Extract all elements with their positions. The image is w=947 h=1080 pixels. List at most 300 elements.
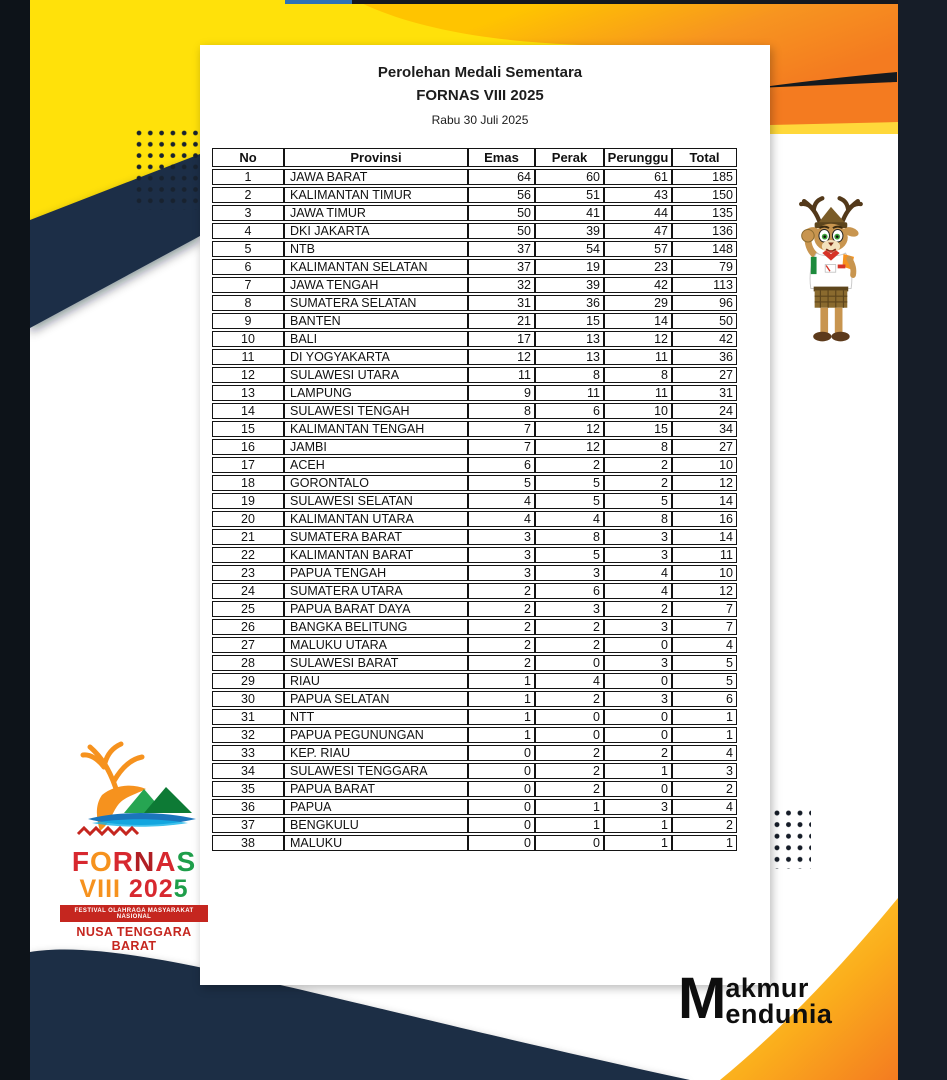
fornas-letter: R <box>112 846 134 877</box>
table-cell: 10 <box>672 565 737 581</box>
table-cell: 14 <box>212 403 284 419</box>
table-cell: 2 <box>468 655 535 671</box>
table-cell: 1 <box>604 835 672 851</box>
table-cell: 3 <box>672 763 737 779</box>
table-cell: 7 <box>672 619 737 635</box>
table-cell: 20 <box>212 511 284 527</box>
table-row <box>212 205 737 221</box>
table-cell: 57 <box>604 241 672 257</box>
table-cell: MALUKU <box>284 835 468 851</box>
table-row <box>212 403 737 419</box>
table-row <box>212 835 737 851</box>
table-cell: 0 <box>468 763 535 779</box>
table-cell: 185 <box>672 169 737 185</box>
table-cell: 3 <box>604 691 672 707</box>
table-cell: 6 <box>672 691 737 707</box>
table-cell: 0 <box>535 709 604 725</box>
table-cell: 3 <box>212 205 284 221</box>
table-cell: 11 <box>604 385 672 401</box>
table-cell: 31 <box>672 385 737 401</box>
table-cell: 33 <box>212 745 284 761</box>
table-cell: 1 <box>535 817 604 833</box>
table-cell: 27 <box>212 637 284 653</box>
table-cell: 23 <box>212 565 284 581</box>
table-cell: 3 <box>604 529 672 545</box>
table-cell: PAPUA BARAT <box>284 781 468 797</box>
fornas-region: NUSA TENGGARA BARAT <box>76 925 192 954</box>
table-row <box>212 583 737 599</box>
table-cell: 1 <box>468 691 535 707</box>
table-cell: 2 <box>468 583 535 599</box>
table-cell: 16 <box>212 439 284 455</box>
table-cell: MALUKU UTARA <box>284 637 468 653</box>
table-cell: 36 <box>212 799 284 815</box>
table-cell: 12 <box>604 331 672 347</box>
makmur-word1: akmur <box>725 973 809 1003</box>
table-cell: 4 <box>468 493 535 509</box>
top-edge-blue-bar <box>285 0 352 4</box>
table-cell: 8 <box>535 367 604 383</box>
table-cell: 19 <box>212 493 284 509</box>
table-cell: 1 <box>672 835 737 851</box>
table-cell: SUMATERA BARAT <box>284 529 468 545</box>
table-cell: 7 <box>468 421 535 437</box>
fornas-edition <box>58 876 210 902</box>
fornas-logo <box>58 733 210 953</box>
table-cell: JAWA TENGAH <box>284 277 468 293</box>
table-cell: 2 <box>468 619 535 635</box>
table-cell: 37 <box>468 259 535 275</box>
table-cell: 148 <box>672 241 737 257</box>
table-cell: JAWA BARAT <box>284 169 468 185</box>
table-cell: 5 <box>672 655 737 671</box>
table-cell: 2 <box>604 745 672 761</box>
table-cell: 10 <box>212 331 284 347</box>
table-cell: 2 <box>535 637 604 653</box>
table-row <box>212 367 737 383</box>
makmur-mendunia-logo <box>678 966 833 1031</box>
table-row <box>212 259 737 275</box>
table-row <box>212 313 737 329</box>
table-cell: 79 <box>672 259 737 275</box>
fornas-roman: VIII <box>79 875 121 903</box>
table-cell: SUMATERA UTARA <box>284 583 468 599</box>
table-cell: 13 <box>535 349 604 365</box>
table-cell: 2 <box>672 817 737 833</box>
table-cell: 38 <box>212 835 284 851</box>
table-cell: 11 <box>672 547 737 563</box>
table-row <box>212 349 737 365</box>
sheet-title: Perolehan Medali Sementara <box>377 64 583 81</box>
table-cell: 21 <box>212 529 284 545</box>
table-row <box>212 511 737 527</box>
table-cell: PAPUA BARAT DAYA <box>284 601 468 617</box>
table-cell: 16 <box>672 511 737 527</box>
table-cell: 0 <box>535 655 604 671</box>
table-cell: 2 <box>212 187 284 203</box>
table-cell: 50 <box>468 205 535 221</box>
table-cell: 4 <box>672 637 737 653</box>
table-cell: 50 <box>468 223 535 239</box>
table-row <box>212 565 737 581</box>
medal-table <box>212 146 737 853</box>
table-cell: 2 <box>535 763 604 779</box>
table-cell: 0 <box>604 727 672 743</box>
table-cell: 61 <box>604 169 672 185</box>
table-cell: 1 <box>468 727 535 743</box>
table-cell: 96 <box>672 295 737 311</box>
table-cell: 35 <box>212 781 284 797</box>
fornas-wordmark <box>58 848 210 876</box>
table-cell: 1 <box>468 673 535 689</box>
table-cell: 42 <box>604 277 672 293</box>
table-cell: KALIMANTAN UTARA <box>284 511 468 527</box>
table-row <box>212 187 737 203</box>
table-cell: 2 <box>535 781 604 797</box>
table-row <box>212 475 737 491</box>
table-cell: SULAWESI SELATAN <box>284 493 468 509</box>
table-cell: 0 <box>468 745 535 761</box>
table-cell: 7 <box>212 277 284 293</box>
table-cell: 5 <box>535 547 604 563</box>
table-cell: 0 <box>604 709 672 725</box>
table-cell: 37 <box>212 817 284 833</box>
table-cell: DI YOGYAKARTA <box>284 349 468 365</box>
table-row <box>212 655 737 671</box>
table-cell: 22 <box>212 547 284 563</box>
table-cell: JAWA TIMUR <box>284 205 468 221</box>
table-cell: 8 <box>604 511 672 527</box>
table-cell: 0 <box>604 673 672 689</box>
table-cell: 30 <box>212 691 284 707</box>
table-cell: 5 <box>604 493 672 509</box>
table-cell: 3 <box>468 529 535 545</box>
table-cell: 14 <box>604 313 672 329</box>
table-cell: 12 <box>672 475 737 491</box>
left-dark-strip <box>0 0 30 1080</box>
table-cell: 7 <box>468 439 535 455</box>
fornas-letter: S <box>176 846 197 877</box>
table-cell: 0 <box>468 799 535 815</box>
table-cell: BALI <box>284 331 468 347</box>
table-cell: 28 <box>212 655 284 671</box>
table-row <box>212 637 737 653</box>
table-cell: 0 <box>468 817 535 833</box>
table-row <box>212 817 737 833</box>
table-cell: 2 <box>535 619 604 635</box>
fornas-year-accent: 5 <box>173 875 189 903</box>
table-cell: RIAU <box>284 673 468 689</box>
table-row <box>212 547 737 563</box>
table-cell: 47 <box>604 223 672 239</box>
table-cell: 8 <box>212 295 284 311</box>
table-cell: 36 <box>535 295 604 311</box>
table-cell: 64 <box>468 169 535 185</box>
table-cell: 9 <box>212 313 284 329</box>
col-perak: Perak <box>535 148 604 167</box>
table-cell: 12 <box>672 583 737 599</box>
table-row <box>212 745 737 761</box>
fornas-logo-graphic <box>58 733 210 843</box>
table-cell: 29 <box>212 673 284 689</box>
col-no: No <box>212 148 284 167</box>
table-cell: 3 <box>604 655 672 671</box>
table-cell: 42 <box>672 331 737 347</box>
table-row <box>212 781 737 797</box>
table-cell: 2 <box>535 691 604 707</box>
table-cell: JAMBI <box>284 439 468 455</box>
table-cell: PAPUA PEGUNUNGAN <box>284 727 468 743</box>
table-cell: 6 <box>535 583 604 599</box>
table-cell: 11 <box>604 349 672 365</box>
table-cell: 10 <box>604 403 672 419</box>
table-cell: KEP. RIAU <box>284 745 468 761</box>
table-cell: 3 <box>604 799 672 815</box>
table-cell: 10 <box>672 457 737 473</box>
table-cell: 3 <box>468 547 535 563</box>
table-cell: 2 <box>604 475 672 491</box>
table-header-row <box>212 148 737 167</box>
table-cell: PAPUA SELATAN <box>284 691 468 707</box>
table-row <box>212 673 737 689</box>
table-cell: 24 <box>672 403 737 419</box>
table-row <box>212 709 737 725</box>
table-cell: SUMATERA SELATAN <box>284 295 468 311</box>
table-cell: 34 <box>212 763 284 779</box>
table-cell: 36 <box>672 349 737 365</box>
table-cell: 12 <box>535 439 604 455</box>
table-row <box>212 241 737 257</box>
table-cell: 54 <box>535 241 604 257</box>
table-cell: BENGKULU <box>284 817 468 833</box>
table-cell: 11 <box>468 367 535 383</box>
table-cell: 29 <box>604 295 672 311</box>
table-cell: 4 <box>672 745 737 761</box>
makmur-initial: M <box>678 966 725 1031</box>
dot-grid-left <box>136 130 206 210</box>
table-cell: 12 <box>468 349 535 365</box>
table-cell: 113 <box>672 277 737 293</box>
table-cell: 4 <box>468 511 535 527</box>
sheet-titles <box>200 45 760 127</box>
table-cell: 1 <box>212 169 284 185</box>
table-cell: 14 <box>672 529 737 545</box>
table-cell: 0 <box>604 637 672 653</box>
table-cell: 60 <box>535 169 604 185</box>
table-cell: 12 <box>212 367 284 383</box>
table-cell: 24 <box>212 583 284 599</box>
table-cell: KALIMANTAN SELATAN <box>284 259 468 275</box>
makmur-word2: endunia <box>725 998 833 1029</box>
table-cell: PAPUA TENGAH <box>284 565 468 581</box>
table-row <box>212 331 737 347</box>
table-cell: 13 <box>212 385 284 401</box>
table-cell: 3 <box>468 565 535 581</box>
col-emas: Emas <box>468 148 535 167</box>
table-cell: 31 <box>468 295 535 311</box>
table-cell: 7 <box>672 601 737 617</box>
col-perunggu: Perunggu <box>604 148 672 167</box>
table-cell: 39 <box>535 277 604 293</box>
fornas-letter: F <box>71 846 90 877</box>
table-cell: 8 <box>468 403 535 419</box>
table-cell: 5 <box>535 493 604 509</box>
table-row <box>212 727 737 743</box>
table-cell: KALIMANTAN TENGAH <box>284 421 468 437</box>
table-cell: 8 <box>604 367 672 383</box>
table-cell: 1 <box>672 709 737 725</box>
table-cell: 4 <box>212 223 284 239</box>
table-cell: 25 <box>212 601 284 617</box>
table-row <box>212 295 737 311</box>
table-cell: 3 <box>535 565 604 581</box>
table-cell: 136 <box>672 223 737 239</box>
table-row <box>212 277 737 293</box>
right-dark-strip <box>898 0 947 1080</box>
table-cell: 3 <box>604 547 672 563</box>
table-cell: 11 <box>535 385 604 401</box>
table-cell: 4 <box>535 511 604 527</box>
table-cell: 32 <box>468 277 535 293</box>
table-cell: 4 <box>672 799 737 815</box>
table-row <box>212 223 737 239</box>
table-cell: ACEH <box>284 457 468 473</box>
table-cell: 5 <box>212 241 284 257</box>
table-cell: 8 <box>535 529 604 545</box>
table-cell: SULAWESI TENGAH <box>284 403 468 419</box>
table-cell: 27 <box>672 367 737 383</box>
table-cell: 4 <box>535 673 604 689</box>
medal-table-body <box>212 169 737 851</box>
table-cell: 17 <box>212 457 284 473</box>
table-cell: 43 <box>604 187 672 203</box>
table-cell: 18 <box>212 475 284 491</box>
table-cell: 1 <box>604 763 672 779</box>
table-cell: 0 <box>468 781 535 797</box>
table-cell: 19 <box>535 259 604 275</box>
table-cell: 6 <box>468 457 535 473</box>
table-cell: 26 <box>212 619 284 635</box>
table-cell: NTT <box>284 709 468 725</box>
table-cell: 0 <box>535 727 604 743</box>
table-cell: 8 <box>604 439 672 455</box>
table-cell: 3 <box>604 619 672 635</box>
table-cell: 15 <box>604 421 672 437</box>
table-cell: 56 <box>468 187 535 203</box>
table-row <box>212 601 737 617</box>
table-cell: 23 <box>604 259 672 275</box>
table-cell: 44 <box>604 205 672 221</box>
col-provinsi: Provinsi <box>284 148 468 167</box>
table-cell: 27 <box>672 439 737 455</box>
table-row <box>212 439 737 455</box>
table-cell: 0 <box>468 835 535 851</box>
table-cell: 4 <box>604 565 672 581</box>
table-row <box>212 385 737 401</box>
table-cell: 41 <box>535 205 604 221</box>
table-cell: 34 <box>672 421 737 437</box>
table-row <box>212 763 737 779</box>
table-cell: 1 <box>672 727 737 743</box>
table-cell: 32 <box>212 727 284 743</box>
table-cell: 37 <box>468 241 535 257</box>
table-cell: 39 <box>535 223 604 239</box>
table-cell: 2 <box>604 601 672 617</box>
table-cell: SULAWESI TENGGARA <box>284 763 468 779</box>
table-cell: 13 <box>535 331 604 347</box>
table-cell: 2 <box>535 745 604 761</box>
table-cell: DKI JAKARTA <box>284 223 468 239</box>
table-cell: 14 <box>672 493 737 509</box>
fornas-songket-pattern <box>78 828 138 834</box>
table-cell: 4 <box>604 583 672 599</box>
table-cell: 51 <box>535 187 604 203</box>
medal-sheet <box>200 45 770 985</box>
table-cell: 5 <box>672 673 737 689</box>
table-cell: KALIMANTAN TIMUR <box>284 187 468 203</box>
table-cell: 17 <box>468 331 535 347</box>
col-total: Total <box>672 148 737 167</box>
table-cell: 2 <box>604 457 672 473</box>
fornas-letter: O <box>89 846 113 877</box>
table-cell: 150 <box>672 187 737 203</box>
table-cell: 1 <box>468 709 535 725</box>
table-cell: BANGKA BELITUNG <box>284 619 468 635</box>
table-cell: 135 <box>672 205 737 221</box>
table-cell: 11 <box>212 349 284 365</box>
table-cell: 12 <box>535 421 604 437</box>
table-cell: 15 <box>535 313 604 329</box>
top-edge-dark-bar <box>352 0 898 4</box>
table-cell: 1 <box>535 799 604 815</box>
mascot-sarong <box>815 290 848 307</box>
dot-grid-right <box>774 810 811 869</box>
fornas-deer-mascot-icon <box>782 194 878 360</box>
table-cell: 50 <box>672 313 737 329</box>
table-cell: 0 <box>604 781 672 797</box>
table-cell: 6 <box>212 259 284 275</box>
table-row <box>212 169 737 185</box>
table-row <box>212 691 737 707</box>
table-cell: KALIMANTAN BARAT <box>284 547 468 563</box>
table-cell: 9 <box>468 385 535 401</box>
table-cell: 2 <box>535 457 604 473</box>
table-cell: 15 <box>212 421 284 437</box>
sheet-date: Rabu 30 Juli 2025 <box>431 113 529 127</box>
table-row <box>212 529 737 545</box>
table-cell: 5 <box>535 475 604 491</box>
sheet-subtitle: FORNAS VIII 2025 <box>416 87 544 104</box>
table-row <box>212 493 737 509</box>
table-cell: LAMPUNG <box>284 385 468 401</box>
table-cell: 1 <box>604 817 672 833</box>
fornas-letter: N <box>133 846 156 877</box>
table-cell: 2 <box>468 637 535 653</box>
table-cell: SULAWESI BARAT <box>284 655 468 671</box>
table-cell: 0 <box>535 835 604 851</box>
table-cell: BANTEN <box>284 313 468 329</box>
table-cell: 21 <box>468 313 535 329</box>
table-cell: 5 <box>468 475 535 491</box>
table-cell: NTB <box>284 241 468 257</box>
table-row <box>212 457 737 473</box>
table-cell: 6 <box>535 403 604 419</box>
table-row <box>212 799 737 815</box>
table-cell: GORONTALO <box>284 475 468 491</box>
table-cell: 2 <box>672 781 737 797</box>
fornas-banner: FESTIVAL OLAHRAGA MASYARAKAT NASIONAL <box>60 905 208 922</box>
table-cell: 3 <box>535 601 604 617</box>
